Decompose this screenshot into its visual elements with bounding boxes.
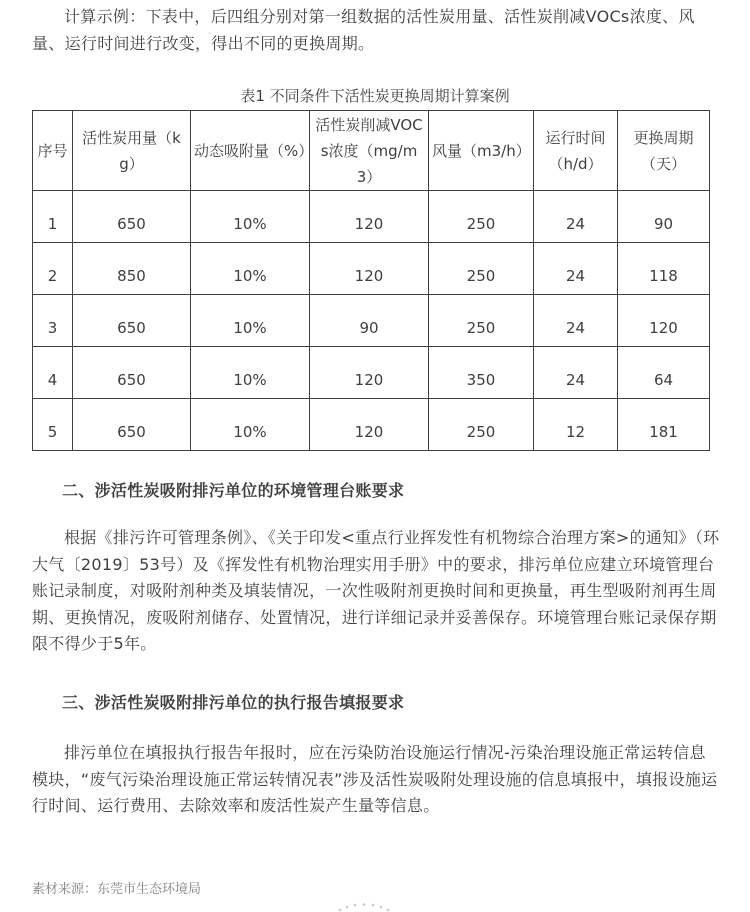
cell-cycle: 90	[618, 191, 710, 243]
cell-vocs-reduction: 90	[310, 295, 429, 347]
section3-title: 三、涉活性炭吸附排污单位的执行报告填报要求	[62, 693, 405, 712]
cell-adsorption: 10%	[191, 191, 310, 243]
header-airflow: 风量（m3/h）	[429, 111, 534, 191]
section2-title: 二、涉活性炭吸附排污单位的环境管理台账要求	[62, 481, 405, 500]
cell-vocs-reduction: 120	[310, 243, 429, 295]
cell-vocs-reduction: 120	[310, 347, 429, 399]
header-run-time: 运行时间（h/d）	[534, 111, 618, 191]
table-caption: 表1 不同条件下活性炭更换周期计算案例	[240, 87, 510, 105]
header-carbon-amount: 活性炭用量（kg）	[73, 111, 191, 191]
table-header-row	[33, 111, 710, 191]
table-row	[33, 347, 710, 399]
cell-adsorption: 10%	[191, 347, 310, 399]
cell-cycle: 64	[618, 347, 710, 399]
table-row	[33, 243, 710, 295]
cell-run-time: 24	[534, 191, 618, 243]
replacement-cycle-table	[32, 110, 710, 451]
cell-run-time: 24	[534, 243, 618, 295]
table-row	[33, 295, 710, 347]
cell-seq: 2	[33, 243, 73, 295]
section2-body: 根据《排污许可管理条例》、《关于印发<重点行业挥发性有机物综合治理方案>的通知》（环大气〔2019〕53号）及《挥发性有机物治理实用手册》中的要求，排污单位应建立环境管理台账记录制度，对吸附剂种类及填装情况，一次性吸附剂更换时间和更换量，再生型吸附剂再生周期、更换情况，废吸附剂储存、处置情况，进行详细记录并妥善保存。环境管理台账记录保存期限不得少于5年。	[32, 528, 720, 653]
intro-paragraph: 计算示例：下表中，后四组分别对第一组数据的活性炭用量、活性炭削减VOCs浓度、风量、运行时间进行改变，得出不同的更换周期。	[32, 7, 695, 53]
header-adsorption: 动态吸附量（%）	[191, 111, 310, 191]
cell-vocs-reduction: 120	[310, 191, 429, 243]
cell-carbon-amount: 650	[73, 347, 191, 399]
table-row	[33, 191, 710, 243]
header-seq: 序号	[33, 111, 73, 191]
cell-carbon-amount: 650	[73, 399, 191, 451]
source-note: 素材来源：东莞市生态环境局	[32, 882, 202, 897]
cell-carbon-amount: 850	[73, 243, 191, 295]
cell-run-time: 24	[534, 295, 618, 347]
cell-cycle: 118	[618, 243, 710, 295]
table-row	[33, 399, 710, 451]
cell-seq: 3	[33, 295, 73, 347]
cell-adsorption: 10%	[191, 295, 310, 347]
header-cycle: 更换周期（天）	[618, 111, 710, 191]
cell-airflow: 250	[429, 295, 534, 347]
cell-adsorption: 10%	[191, 243, 310, 295]
decorative-dots-icon	[334, 900, 394, 912]
cell-airflow: 250	[429, 399, 534, 451]
section3-body: 排污单位在填报执行报告年报时，应在污染防治设施运行情况-污染治理设施正常运转信息模块，“废气污染治理设施正常运转情况表”涉及活性炭吸附处理设施的信息填报中，填报设施运行时间、运行费用、去除效率和废活性炭产生量等信息。	[32, 743, 718, 815]
cell-run-time: 24	[534, 347, 618, 399]
cell-seq: 1	[33, 191, 73, 243]
cell-vocs-reduction: 120	[310, 399, 429, 451]
cell-cycle: 120	[618, 295, 710, 347]
cell-airflow: 350	[429, 347, 534, 399]
cell-seq: 4	[33, 347, 73, 399]
cell-carbon-amount: 650	[73, 295, 191, 347]
cell-run-time: 12	[534, 399, 618, 451]
cell-cycle: 181	[618, 399, 710, 451]
cell-airflow: 250	[429, 191, 534, 243]
header-vocs-reduction: 活性炭削减VOCs浓度（mg/m3）	[310, 111, 429, 191]
cell-adsorption: 10%	[191, 399, 310, 451]
cell-seq: 5	[33, 399, 73, 451]
cell-carbon-amount: 650	[73, 191, 191, 243]
cell-airflow: 250	[429, 243, 534, 295]
